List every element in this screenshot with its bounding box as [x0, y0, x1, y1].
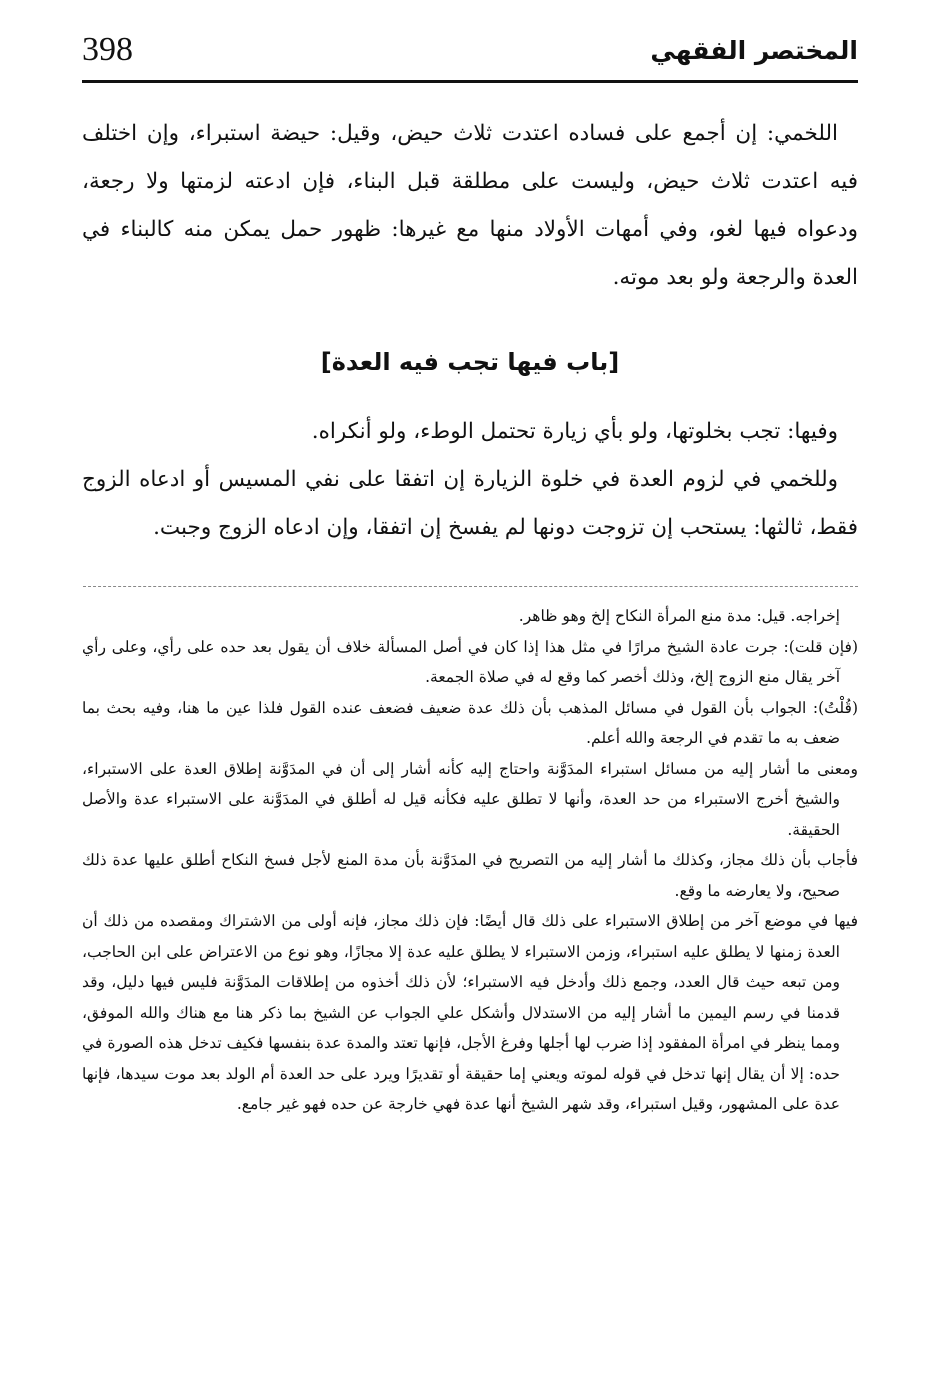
section-paragraph: وفيها: تجب بخلوتها، ولو بأي زيارة تحتمل الوطء، ولو أنكراه.	[311, 419, 838, 444]
section-heading: [باب فيها تجب فيه العدة]	[320, 348, 620, 376]
running-title: المختصر الفقهي	[650, 36, 858, 65]
footnote-paragraph: (فإن قلت): جرت عادة الشيخ مرارًا في مثل هذا إذا كان في أصل المسألة خلاف أن يقول بعد حده على رأي، وعلى رأي آخر يقال منع الزوج إلخ، وذلك أخصر كما وقع له في صلاة الجمعة.	[82, 637, 858, 686]
footnote-paragraph: ومعنى ما أشار إليه من مسائل استبراء المدَوَّنة واحتاج إليه كأنه أشار إلى أن في المدَوَّنة إطلاق العدة على الاستبراء، والشيخ أخرج الاستبراء من حد العدة، وأنها لا تطلق عليه فكأنه قيل له أطلق في المدَوَّنة على الاستبراء عدة والأصل الحقيقة.	[82, 759, 858, 839]
book-page	[82, 28, 858, 1358]
page-header	[82, 28, 858, 86]
footnote-paragraph: فيها في موضع آخر من إطلاق الاستبراء على ذلك قال أيضًا: فإن ذلك مجاز، فإنه أولى من الاشتراك ومقصده من ذلك أن العدة زمنها لا يطلق عليه استبراء، وزمن الاستبراء لا يطلق عليه عدة إلا مجازًا، وهو نوع من الاعتراض على ابن الحاجب، ومن تبعه حيث قال العدد، وجمع ذلك وأدخل فيه الاستبراء؛ لأن ذلك أخذوه من إطلاقات المدَوَّنة فليس فيها دليل، وقد قدمنا في رسم اليمين ما أشار إليه من الاستدلال وأشكل علي الجواب عن الشيخ بما ذكر هنا مع هناك والله الموفق، ومما ينظر في امرأة المفقود إذا ضرب لها أجلها وفرغ الأجل، فإنها تعتد والمدة عدة بنفسها فكيف تدخل هذه الصورة في حده: إلا أن يقال إنها تدخل في قوله لموته ويعني إما حقيقة أو تقديرًا ويرد على حد العدة أم الولد بعد موت سيدها، فإنها عدة على المشهور، وقيل استبراء، وقد شهر الشيخ أنها عدة فهي خارجة عن حده فهو غير جامع.	[82, 912, 858, 1113]
footnote-paragraph: إخراجه. قيل: مدة منع المرأة النكاح إلخ وهو ظاهر.	[518, 607, 840, 625]
footnote-separator	[83, 586, 858, 587]
section-paragraph: وللخمي في لزوم العدة في خلوة الزيارة إن اتفقا على نفي المسيس أو ادعاه الزوج فقط، ثالثها: يستحب إن تزوجت دونها لم يفسخ إن اتفقا، وإن ادعاه الزوج وجبت.	[82, 467, 858, 540]
main-text	[82, 110, 858, 552]
header-rule	[82, 80, 858, 83]
page-number: 398	[82, 31, 133, 68]
footnote-paragraph: (قُلْتُ): الجواب بأن القول في مسائل المذهب بأن ذلك عدة ضعيف فضعف عنده القول فلذا عين ما هنا، وفيه بحث بما ضعف به ما تقدم في الرجعة والله أعلم.	[82, 698, 858, 747]
footnote-paragraph: فأجاب بأن ذلك مجاز، وكذلك ما أشار إليه من التصريح في المدَوَّنة بأن مدة المنع لأجل فسخ النكاح أطلق عليها عدة ذلك صحيح، ولا يعارضه ما وقع.	[82, 851, 858, 900]
footnotes	[82, 601, 858, 1120]
main-paragraph: اللخمي: إن أجمع على فساده اعتدت ثلاث حيض، وقيل: حيضة استبراء، وإن اختلف فيه اعتدت ثلاث حيض، وليست على مطلقة قبل البناء، فإن ادعته لزمتها ولا رجعة، ودعواه فيها لغو، وفي أمهات الأولاد منها مع غيرها: ظهور حمل يمكن منه كالبناء في العدة والرجعة ولو بعد موته.	[82, 121, 858, 290]
